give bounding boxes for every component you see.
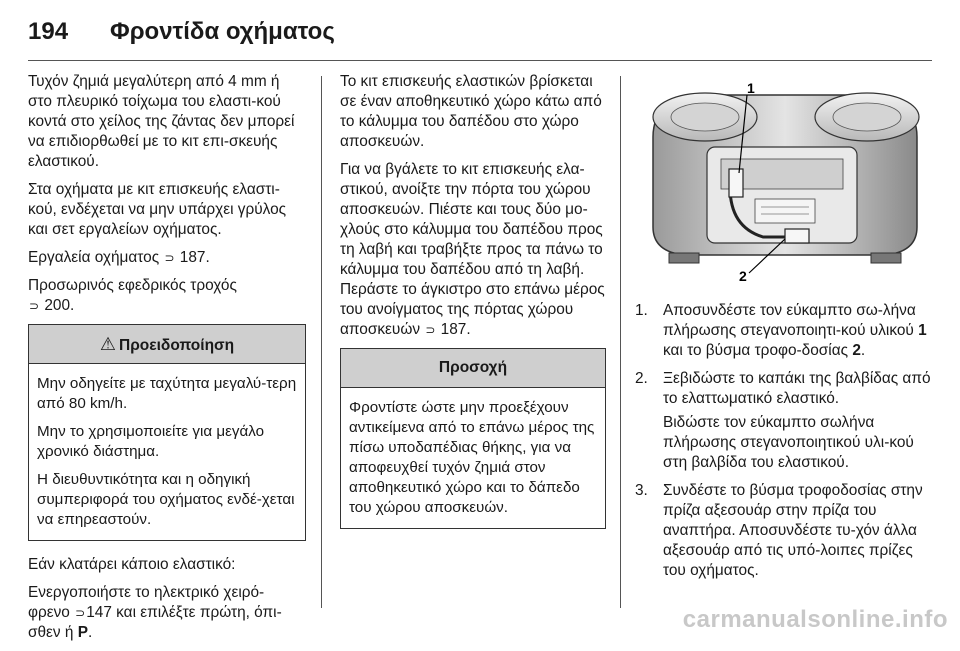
step-1-ref-1: 1 — [918, 322, 927, 339]
paragraph-kit-location: Το κιτ επισκευής ελαστικών βρίσκεται σε έναν αποθηκευτικό χώρο κάτω από το κάλυμμα του δαπέδου στο χώρο αποσκευών. — [340, 73, 602, 150]
warning-box — [28, 324, 306, 541]
notice-text: Φροντίστε ώστε μην προεξέχουν αντικείμενα από το επάνω μέρος της πίσω υποδαπέδιας θήκης, για να αποφευχθεί τυχόν ζημιά στον αποθηκευτικό χώρο και το δάπεδο του χώρου αποσκευών. — [349, 399, 595, 516]
notice-box — [340, 348, 606, 529]
notice-title: Προσοχή — [438, 359, 508, 376]
page-ref-arrow-icon: ⊃ — [425, 323, 436, 337]
column-divider-1 — [321, 76, 322, 608]
spare-ref-link[interactable]: 200. — [44, 297, 75, 314]
paragraph-flat-tire: Εάν κλατάρει κάποιο ελαστικό: — [28, 556, 236, 573]
park-gear-label: P — [77, 624, 88, 641]
column-left — [28, 72, 306, 651]
warning-triangle-icon: ⚠ — [99, 334, 117, 354]
brake-ref-link[interactable]: 147 και επιλέξτε πρώτη, όπι-σθεν ή — [28, 604, 282, 641]
paragraph-damage-limit: Τυχόν ζημιά μεγαλύτερη από 4 mm ή στο πλευρικό τοίχωμα του ελαστι-κού κοντά στο χείλος της ζάντας δεν μπορεί να επιδιορθωθεί με το κιτ επι-σκευής ελαστικού. — [28, 73, 295, 170]
page-ref-arrow-icon: ⊃ — [75, 606, 86, 620]
kit-removal-text: Για να βγάλετε το κιτ επισκευής ελα-στικού, ανοίξτε την πόρτα του χώρου αποσκευών. Πιέστε και τους δύο μο-χλούς στο κάλυμμα του δαπέδου προς τη λαβή και τραβήξτε προς τα πάνω το κάλυμμα του δαπέδου από τη λαβή. Περάστε το άγκιστρο στο επάνω μέρος του ανοίγματος της πόρτας χώρου αποσκευών — [340, 161, 605, 338]
page-ref-arrow-icon: ⊃ — [29, 299, 40, 313]
step-3-text: Συνδέστε το βύσμα τροφοδοσίας στην πρίζα αξεσουάρ στην πρίζα του αναπτήρα. Αποσυνδέστε τυ-χόν άλλα αξεσουάρ από τις υπό-λοιπες πρίζες του οχήματος. — [663, 482, 923, 579]
page-title: Φροντίδα οχήματος — [110, 18, 335, 45]
step-1-text-c: και το βύσμα τροφο-δοσίας — [663, 342, 849, 359]
paragraph-no-jack: Στα οχήματα με κιτ επισκευής ελαστι-κού, ενδέχεται να μην υπάρχει γρύλος και σετ εργαλείων οχήματος. — [28, 181, 287, 238]
paragraph-parking-brake — [28, 583, 306, 643]
list-item — [635, 369, 935, 473]
instruction-steps — [635, 301, 935, 581]
page-number: 194 — [28, 18, 69, 45]
warning-handling: Η διευθυντικότητα και η οδηγική συμπεριφορά του οχήματος ενδέ-χεται να επηρεαστούν. — [37, 471, 295, 528]
column-right — [635, 77, 935, 589]
watermark: carmanualsonline.info — [682, 606, 948, 633]
warning-speed: Μην οδηγείτε με ταχύτητα μεγαλύ-τερη από 80 km/h. — [37, 375, 297, 412]
step-1-text-a: Αποσυνδέστε τον εύκαμπτο σω-λήνα πλήρωσης στεγανοποιητι-κού υλικού — [663, 302, 916, 339]
kit-removal-ref-link[interactable]: 187. — [440, 321, 471, 338]
paragraph-spare-ref — [28, 276, 306, 316]
step-2-extra: Βιδώστε τον εύκαμπτο σωλήνα πλήρωσης στεγανοποιητικού υλι-κού στη βαλβίδα του ελαστικού. — [663, 414, 914, 471]
step-number: 3. — [635, 482, 648, 499]
brake-end: . — [88, 624, 93, 641]
page-header — [28, 16, 932, 61]
step-1-ref-2: 2 — [852, 342, 861, 359]
callout-label-1: 1 — [747, 80, 755, 96]
list-item — [635, 301, 935, 361]
warning-duration: Μην το χρησιμοποιείτε για μεγάλο χρονικό διάστημα. — [37, 423, 265, 460]
callout-label-2: 2 — [739, 268, 747, 284]
tire-repair-kit-figure — [635, 77, 935, 287]
paragraph-kit-removal — [340, 160, 606, 340]
tools-ref-link[interactable]: 187. — [179, 249, 210, 266]
step-number: 2. — [635, 370, 648, 387]
column-divider-2 — [620, 76, 621, 608]
step-number: 1. — [635, 302, 648, 319]
warning-body — [29, 364, 305, 540]
spare-ref-text: Προσωρινός εφεδρικός τροχός — [28, 277, 237, 294]
compressor-illustration — [635, 77, 935, 287]
notice-body — [341, 388, 605, 528]
warning-header — [29, 325, 305, 364]
warning-title: Προειδοποίηση — [119, 337, 235, 354]
brake-text: Ενεργοποιήστε το ηλεκτρικό χειρό-φρενο — [28, 584, 265, 621]
column-middle — [340, 72, 606, 543]
step-2-text: Ξεβιδώστε το καπάκι της βαλβίδας από το ελαττωματικό ελαστικό. — [663, 370, 931, 407]
paragraph-tools-ref — [28, 248, 306, 268]
page-ref-arrow-icon: ⊃ — [164, 251, 175, 265]
step-text — [663, 301, 935, 361]
tools-ref-text: Εργαλεία οχήματος — [28, 249, 160, 266]
list-item — [635, 481, 935, 581]
step-1-end: . — [860, 342, 866, 359]
notice-header — [341, 349, 605, 388]
